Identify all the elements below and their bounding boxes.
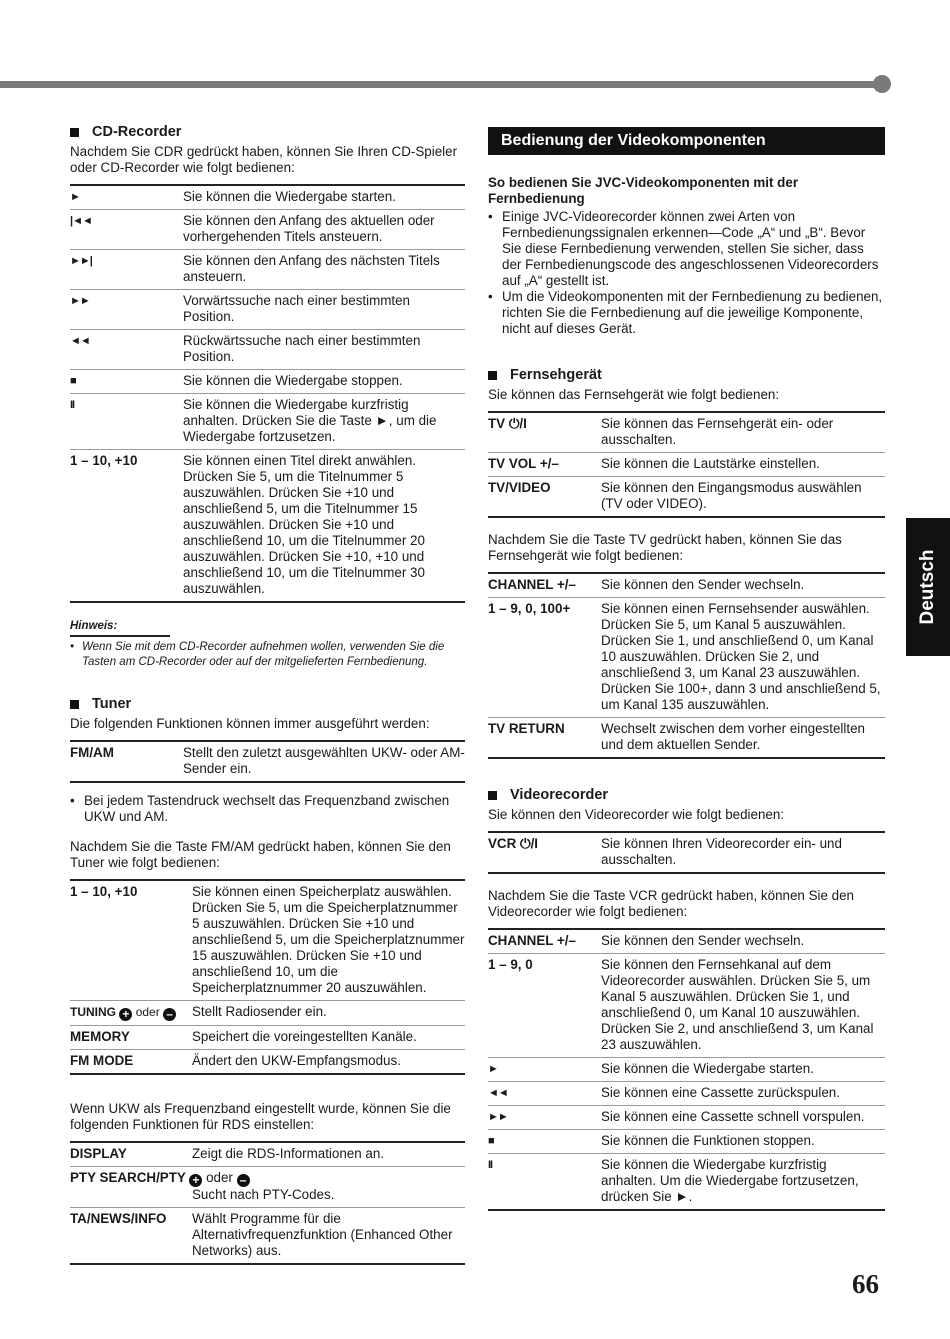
list-item: • Um die Videokomponenten mit der Fernbedienung zu bedienen, richten Sie die Fernbedienung auf die jeweilige Komponente, nicht auf dieses Gerät. <box>488 289 883 336</box>
table-row: MEMORY Speichert die voreingestellten Kanäle. <box>70 1026 465 1050</box>
square-bullet-icon <box>70 128 79 137</box>
table-row: FM MODE Ändert den UKW-Empfangsmodus. <box>70 1050 465 1075</box>
table-row: II Sie können die Wiedergabe kurzfristig anhalten. Um die Wiedergabe fortzusetzen, drücken Sie ►. <box>488 1154 885 1211</box>
tv-table-1 <box>488 411 885 518</box>
tv-table-2 <box>488 572 885 759</box>
tv-intro2: Nachdem Sie die Taste TV gedrückt haben, können Sie das Fernsehgerät wie folgt bedienen: <box>488 532 842 563</box>
table-row: ►► Vorwärtssuche nach einer bestimmten Position. <box>70 290 465 330</box>
language-tab: Deutsch <box>906 518 950 656</box>
vcr-table-2 <box>488 928 885 1211</box>
minus-circle-icon: – <box>237 1174 250 1187</box>
table-row: CHANNEL +/– Sie können den Sender wechseln. <box>488 933 805 948</box>
tv-heading: Fernsehgerät <box>488 367 885 383</box>
table-row: II Sie können die Wiedergabe kurzfristig anhalten. Drücken Sie die Taste ►, um die Wiedergabe fortzusetzen. <box>70 394 465 450</box>
table-row: TV RETURN Wechselt zwischen dem vorher eingestellten und dem aktuellen Sender. <box>488 718 885 759</box>
subheading: So bedienen Sie JVC-Videokomponenten mit der Fernbedienung <box>488 175 799 206</box>
table-row: TUNING + oder – Stellt Radiosender ein. <box>70 1001 465 1026</box>
page-number: 66 <box>852 1269 879 1299</box>
tuner-table-1 <box>70 740 465 783</box>
table-row: ■ Sie können die Funktionen stoppen. <box>488 1130 885 1154</box>
minus-circle-icon: – <box>163 1008 176 1021</box>
table-row: PTY SEARCH/PTY + oder – Sucht nach PTY-Codes. <box>70 1167 465 1208</box>
table-row: FM/AM Stellt den zuletzt ausgewählten UKW- oder AM-Sender ein. <box>70 745 465 776</box>
plus-circle-icon: + <box>119 1008 132 1021</box>
table-row: ■ Sie können die Wiedergabe stoppen. <box>70 370 465 394</box>
table-row: DISPLAY Zeigt die RDS-Informationen an. <box>70 1146 385 1161</box>
tuner-intro2: Nachdem Sie die Taste FM/AM gedrückt haben, können Sie den Tuner wie folgt bedienen: <box>70 839 451 870</box>
table-row: ◄◄ Rückwärtssuche nach einer bestimmten Position. <box>70 330 465 370</box>
top-rule <box>0 81 876 88</box>
vcr-heading: Videorecorder <box>488 787 885 803</box>
tv-intro: Sie können das Fernsehgerät wie folgt bedienen: <box>488 387 780 402</box>
square-bullet-icon <box>70 700 79 709</box>
cdr-table <box>70 184 465 603</box>
table-row: TV/VIDEO Sie können den Eingangsmodus auswählen (TV oder VIDEO). <box>488 477 885 518</box>
vcr-intro2: Nachdem Sie die Taste VCR gedrückt haben, können Sie den Videorecorder wie folgt bedienen: <box>488 888 854 919</box>
hinweis-note: Hinweis: • Wenn Sie mit dem CD-Recorder aufnehmen wollen, verwenden Sie die Tasten am CD-Recorder oder auf der mitgelieferten Fernbedienung. <box>70 617 465 670</box>
table-row: 1 – 9, 0 Sie können den Fernsehkanal auf dem Videorecorder auswählen. Drücken Sie 5, um Kanal 5 auszuwählen. Drücken Sie 1, und anschließend 0, um Kanal 10 auszuwählen. Drücken Sie 2, und anschließend 3, um Kanal 23 auszuwählen. <box>488 954 885 1058</box>
list-item: • Einige JVC-Videorecorder können zwei Arten von Fernbedienungssignalen erkennen—Code „A“ und „B“. Bevor Sie diese Fernbedienung verwenden, stellen Sie sicher, dass der Fernbedienungscode des angeschlossenen Videorecorders auf „A“ gestellt ist. <box>488 209 879 288</box>
table-row: |◄◄ Sie können den Anfang des aktuellen oder vorhergehenden Titels ansteuern. <box>70 210 465 250</box>
table-row: ◄◄ Sie können eine Cassette zurückspulen. <box>488 1082 885 1106</box>
hinweis-label: Hinweis: <box>70 618 170 637</box>
square-bullet-icon <box>488 371 497 380</box>
tuner-intro: Die folgenden Funktionen können immer ausgeführt werden: <box>70 716 430 731</box>
table-row: TV VOL +/– Sie können die Lautstärke einstellen. <box>488 453 885 477</box>
table-row: VCR ⏻/I Sie können Ihren Videorecorder ein- und ausschalten. <box>488 836 842 867</box>
tuner-bullet: • Bei jedem Tastendruck wechselt das Frequenzband zwischen UKW und AM. <box>70 793 450 824</box>
tuner-table-2 <box>70 879 465 1075</box>
plus-circle-icon: + <box>189 1174 202 1187</box>
cdr-intro: Nachdem Sie CDR gedrückt haben, können Sie Ihren CD-Spieler oder CD-Recorder wie folgt bedienen: <box>70 144 458 175</box>
square-bullet-icon <box>488 791 497 800</box>
table-row: 1 – 9, 0, 100+ Sie können einen Fernsehsender auswählen. Drücken Sie 5, um Kanal 5 auszuwählen. Drücken Sie 1, und anschließend 0, um Kanal 10 auszuwählen. Drücken Sie 2, und anschließend 3, um Kanal 23 auszuwählen. Drücken Sie 100+, dann 3 und anschließend 5, um Kanal 135 auszuwählen. <box>488 598 885 718</box>
table-row: ► Sie können die Wiedergabe starten. <box>70 189 396 204</box>
left-column <box>70 124 465 1275</box>
top-rule-dot <box>873 75 891 93</box>
table-row: ► Sie können die Wiedergabe starten. <box>488 1058 885 1082</box>
section-banner: Bedienung der Videokomponenten <box>488 127 885 155</box>
right-column <box>488 127 885 1221</box>
tuner-heading: Tuner <box>70 696 465 712</box>
cdr-heading: CD-Recorder <box>70 124 465 140</box>
table-row: TV ⏻/I Sie können das Fernsehgerät ein- oder ausschalten. <box>488 416 834 447</box>
table-row: 1 – 10, +10 Sie können einen Speicherplatz auswählen. Drücken Sie 5, um die Speicherplatznummer 5 auszuwählen. Drücken Sie +10 und anschließend 5, um die Speicherplatznummer 15 auszuwählen. Drücken Sie +10 und anschließend 10, um die Speicherplatznummer 20 auszuwählen. <box>70 884 465 995</box>
table-row: TA/NEWS/INFO Wählt Programme für die Alternativfrequenzfunktion (Enhanced Other Networks) aus. <box>70 1208 465 1265</box>
table-row: ►►| Sie können den Anfang des nächsten Titels ansteuern. <box>70 250 465 290</box>
table-row: 1 – 10, +10 Sie können einen Titel direkt anwählen. Drücken Sie 5, um die Titelnummer 5 auszuwählen. Drücken Sie +10 und anschließend 5, um die Titelnummer 15 auszuwählen. Drücken Sie +10 und anschließend 10, um die Titelnummer 20 auszuwählen. Drücken Sie +10, +10 und anschließend 10, um die Titelnummer 30 auszuwählen. <box>70 450 465 603</box>
hinweis-text: Wenn Sie mit dem CD-Recorder aufnehmen wollen, verwenden Sie die Tasten am CD-Recorder oder auf der mitgelieferten Fernbedienung. <box>82 641 445 668</box>
vcr-intro: Sie können den Videorecorder wie folgt bedienen: <box>488 807 785 822</box>
rds-table <box>70 1141 465 1265</box>
rds-intro: Wenn UKW als Frequenzband eingestellt wurde, können Sie die folgenden Funktionen für RDS einstellen: <box>70 1101 451 1132</box>
vcr-table-1 <box>488 831 885 874</box>
table-row: ►► Sie können eine Cassette schnell vorspulen. <box>488 1106 885 1130</box>
table-row: CHANNEL +/– Sie können den Sender wechseln. <box>488 577 805 592</box>
